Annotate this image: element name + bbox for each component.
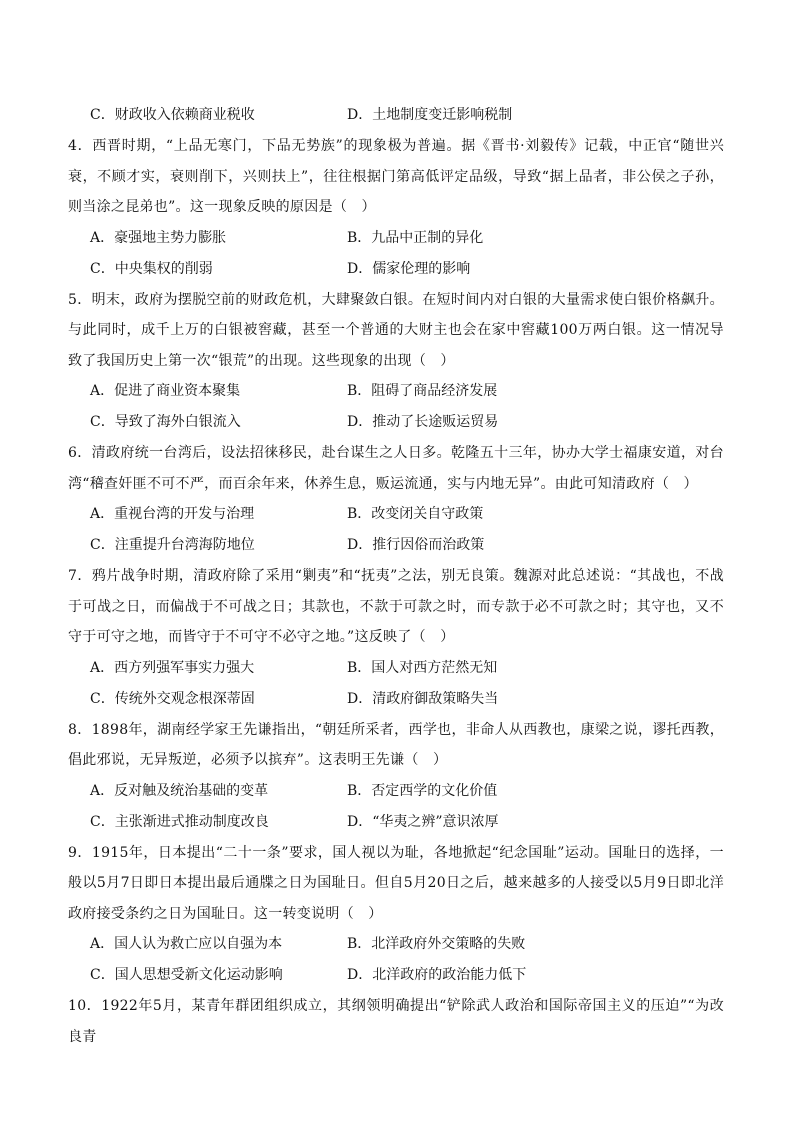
question-4: 4．西晋时期，“上品无寒门，下品无势族”的现象极为普遍。据《晋书·刘毅传》记载，中正官“随世兴衰，不顾才实，衰则削下，兴则扶上”，往往根据门第高低评定品级，导致“据上品者，非公侯之子孙，则当涂之昆弟也”。这一现象反映的原因是（ ） <box>68 138 724 215</box>
option-b: B．改变闭关自守政策 <box>347 506 484 522</box>
option-d: D．“华夷之辨”意识浓厚 <box>347 813 499 830</box>
option-c: C．传统外交观念根深蒂固 <box>90 690 255 707</box>
option-b: B．北洋政府外交策略的失败 <box>347 936 526 952</box>
option-b: B．否定西学的文化价值 <box>347 782 498 799</box>
options-q5-cd <box>68 407 724 438</box>
option-a: A．反对触及统治基础的变革 <box>90 782 269 799</box>
question-8: 8．1898年，湖南经学家王先谦指出，“朝廷所采者，西学也，非命人从西教也，康梁之说，谬托西教，倡此邪说，无异叛逆，必须予以摈弃”。这表明王先谦（ ） <box>68 721 724 768</box>
question-5: 5．明末，政府为摆脱空前的财政危机，大肆聚敛白银。在短时间内对白银的大量需求使白银价格飙升。与此同时，成千上万的白银被窖藏，甚至一个普通的大财主也会在家中窖藏100万两白银。这一情况导致了我国历史上第一次“银荒”的出现。这些现象的出现（ ） <box>68 291 724 369</box>
option-d: D．土地制度变迁影响税制 <box>347 107 513 123</box>
option-d: D．推行因俗而治政策 <box>347 537 485 553</box>
option-a: A．豪强地主势力膨胀 <box>90 229 227 246</box>
option-b: B．国人对西方茫然无知 <box>347 659 498 676</box>
options-q6-cd <box>68 530 724 561</box>
question-9: 9．1915年，日本提出“二十一条”要求，国人视以为耻，各地掀起“纪念国耻”运动。国耻日的选择，一般以5月7日即日本提出最后通牒之日为国耻日。但自5月20日之后，越来越多的人接受以5月9日即北洋政府接受条约之日为国耻日。这一转变说明（ ） <box>68 844 724 922</box>
option-d: D．儒家伦理的影响 <box>347 260 471 277</box>
option-a: A．重视台湾的开发与治理 <box>90 506 255 522</box>
option-c: C．财政收入依赖商业税收 <box>90 107 255 123</box>
options-q9-cd <box>68 960 724 991</box>
options-q8-ab <box>68 776 724 807</box>
options-q4-cd <box>68 254 724 285</box>
options-q4-ab <box>68 223 724 254</box>
option-c: C．中央集权的削弱 <box>90 260 213 277</box>
question-6: 6．清政府统一台湾后，设法招徕移民，赴台谋生之人日多。乾隆五十三年，协办大学士福康安道，对台湾“稽查奸匪不可不严，而百余年来，休养生息，贩运流通，实与内地无异”。由此可知清政府（ ） <box>68 445 724 492</box>
exam-page <box>68 100 724 1052</box>
options-q9-ab <box>68 929 724 960</box>
option-c: C．注重提升台湾海防地位 <box>90 537 255 553</box>
options-q7-ab <box>68 653 724 684</box>
option-d: D．北洋政府的政治能力低下 <box>347 967 527 983</box>
options-q3-cd <box>68 100 724 131</box>
option-b: B．阻碍了商品经济发展 <box>347 383 498 399</box>
options-q7-cd <box>68 684 724 715</box>
option-d: D．清政府御敌策略失当 <box>347 690 499 707</box>
options-q8-cd <box>68 807 724 838</box>
option-c: C．导致了海外白银流入 <box>90 414 241 430</box>
question-10: 10．1922年5月，某青年群团组织成立，其纲领明确提出“铲除武人政治和国际帝国主义的压迫”“为改良青 <box>68 998 724 1045</box>
option-d: D．推动了长途贩运贸易 <box>347 414 499 430</box>
option-a: A．促进了商业资本聚集 <box>90 383 241 399</box>
option-a: A．国人认为救亡应以自强为本 <box>90 936 283 952</box>
option-b: B．九品中正制的异化 <box>347 229 484 246</box>
question-7: 7．鸦片战争时期，清政府除了采用“剿夷”和“抚夷”之法，别无良策。魏源对此总述说：“其战也，不战于可战之日，而偏战于不可战之日；其款也，不款于可款之时，而专款于必不可款之时；其守也，又不守于可守之地，而皆守于不可守不必守之地。”这反映了（ ） <box>68 568 724 645</box>
option-c: C．主张渐进式推动制度改良 <box>90 813 269 830</box>
option-a: A．西方列强军事实力强大 <box>90 659 255 676</box>
option-c: C．国人思想受新文化运动影响 <box>90 967 283 983</box>
options-q5-ab <box>68 376 724 407</box>
options-q6-ab <box>68 499 724 530</box>
